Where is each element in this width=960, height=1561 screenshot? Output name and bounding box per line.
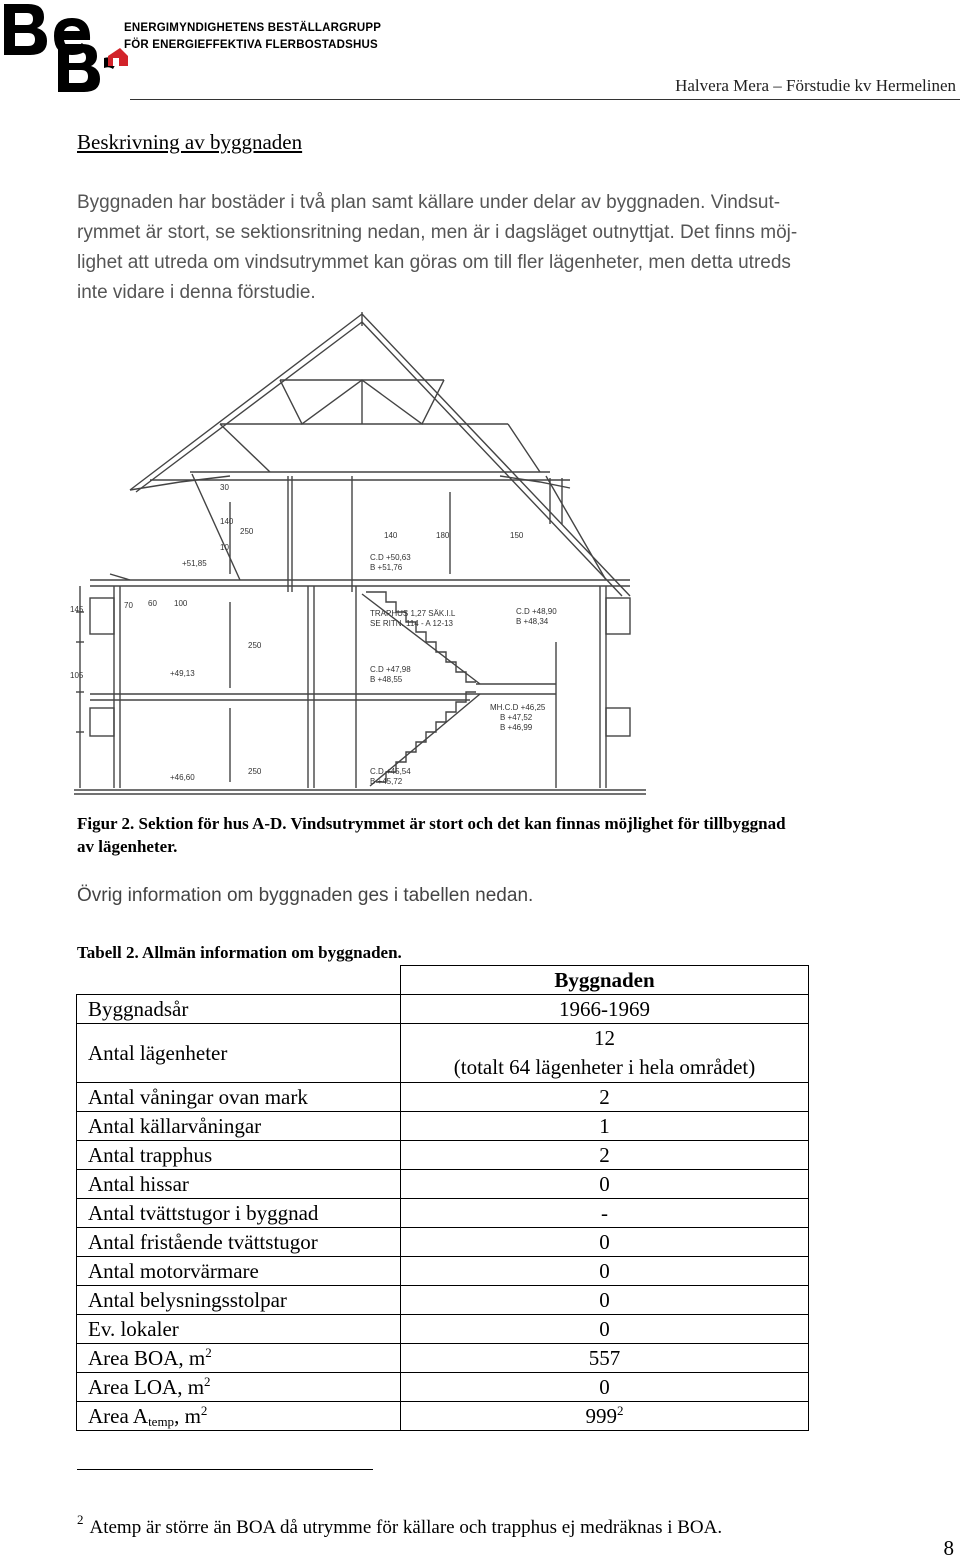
info-text: Övrig information om byggnaden ges i tabellen nedan.: [77, 885, 534, 906]
row-value: [401, 1402, 809, 1431]
table-header-row: [77, 966, 809, 995]
svg-text:MH.C.D +46,25: MH.C.D +46,25: [490, 703, 546, 712]
svg-text:+49,13: +49,13: [170, 669, 195, 678]
org-line-2: FÖR ENERGIEFFEKTIVA FLERBOSTADSHUS: [124, 39, 378, 51]
table-row: [77, 1228, 809, 1257]
row-value: 2: [401, 1141, 809, 1170]
value-line: (totalt 64 lägenheter i hela området): [453, 1055, 756, 1079]
section-heading: Beskrivning av byggnaden: [77, 130, 303, 154]
row-value: 2: [401, 1083, 809, 1112]
svg-text:B +51,76: B +51,76: [370, 563, 403, 572]
row-label: Antal fristående tvättstugor: [77, 1228, 401, 1257]
svg-text:B +47,52: B +47,52: [500, 713, 533, 722]
table-row: [77, 1199, 809, 1228]
running-header: Halvera Mera – Förstudie kv Hermelinen: [675, 76, 956, 95]
table-row: [77, 1402, 809, 1431]
row-label: Antal tvättstugor i byggnad: [77, 1199, 401, 1228]
value-line: 12: [594, 1026, 615, 1050]
row-value: [401, 1024, 809, 1083]
svg-text:250: 250: [248, 767, 262, 776]
row-value: 1966-1969: [401, 995, 809, 1024]
label-text: Area LOA, m: [88, 1374, 205, 1399]
svg-text:TRAPHUS 1,27 SÄK.I.L: TRAPHUS 1,27 SÄK.I.L: [370, 609, 456, 618]
table-row: [77, 1024, 809, 1083]
paragraph-line: rymmet är stort, se sektionsritning nedan, men är i dagsläget outnyttjat. Det finns möj-: [77, 222, 798, 243]
column-header: Byggnaden: [401, 966, 809, 995]
header-divider: [130, 99, 960, 100]
table-row: [77, 1344, 809, 1373]
row-value: 0: [401, 1257, 809, 1286]
svg-text:10: 10: [220, 543, 229, 552]
svg-text:250: 250: [248, 641, 262, 650]
svg-text:+51,85: +51,85: [182, 559, 207, 568]
svg-text:100: 100: [174, 599, 188, 608]
row-value: 0: [401, 1228, 809, 1257]
row-label: Antal belysningsstolpar: [77, 1286, 401, 1315]
bebo-logo: [0, 0, 130, 96]
svg-text:B +48,55: B +48,55: [370, 675, 403, 684]
table-row: [77, 1083, 809, 1112]
page-number: 8: [943, 1536, 954, 1560]
footnote-divider: [77, 1469, 373, 1470]
row-label: Antal motorvärmare: [77, 1257, 401, 1286]
row-value: 557: [401, 1344, 809, 1373]
label-text: Area A: [88, 1403, 149, 1428]
svg-text:B +46,99: B +46,99: [500, 723, 533, 732]
svg-text:140: 140: [220, 517, 234, 526]
subscript: temp: [148, 1413, 175, 1429]
table-row: [77, 995, 809, 1024]
value-text: 999: [585, 1403, 617, 1428]
table-caption: Tabell 2. Allmän information om byggnaden.: [77, 943, 402, 962]
row-value: 0: [401, 1170, 809, 1199]
organization-name: [124, 20, 381, 54]
section-drawing: [70, 312, 650, 810]
row-value: -: [401, 1199, 809, 1228]
row-value: 0: [401, 1373, 809, 1402]
svg-text:B +48,34: B +48,34: [516, 617, 549, 626]
figure-caption: [77, 812, 947, 858]
building-info-table: [76, 965, 809, 1431]
table-row: [77, 1257, 809, 1286]
row-label: [77, 1373, 401, 1402]
superscript: 2: [200, 1402, 208, 1418]
footnote-text: Atemp är större än BOA då utrymme för källare och trapphus ej medräknas i BOA.: [89, 1517, 723, 1538]
svg-text:C.D +47,98: C.D +47,98: [370, 665, 411, 674]
figure-caption-line: Figur 2. Sektion för hus A-D. Vindsutrymmet är stort och det kan finnas möjlighet för tillbyggnad: [77, 814, 786, 833]
row-label: [77, 1344, 401, 1373]
footnote: [77, 1512, 722, 1539]
paragraph-line: Byggnaden har bostäder i två plan samt källare under delar av byggnaden. Vindsut-: [77, 192, 781, 213]
org-line-1: ENERGIMYNDIGHETENS BESTÄLLARGRUPP: [124, 22, 382, 34]
table-corner-cell: [77, 966, 401, 995]
svg-text:B +45,72: B +45,72: [370, 777, 403, 786]
row-label: Ev. lokaler: [77, 1315, 401, 1344]
svg-text:70: 70: [124, 601, 133, 610]
footnote-reference: 2: [617, 1402, 624, 1418]
row-label: Byggnadsår: [77, 995, 401, 1024]
row-value: 0: [401, 1315, 809, 1344]
label-text: , m: [174, 1403, 201, 1428]
row-label: Antal hissar: [77, 1170, 401, 1199]
row-label: Antal trapphus: [77, 1141, 401, 1170]
table-row: [77, 1170, 809, 1199]
svg-text:105: 105: [70, 671, 84, 680]
figure-caption-line: av lägenheter.: [77, 837, 178, 856]
svg-text:C.D +50,63: C.D +50,63: [370, 553, 411, 562]
row-label: Antal lägenheter: [77, 1024, 401, 1083]
svg-text:SE RITN. 114 - A 12-13: SE RITN. 114 - A 12-13: [370, 619, 454, 628]
paragraph-line: inte vidare i denna förstudie.: [77, 282, 316, 303]
table-row: [77, 1286, 809, 1315]
footnote-mark: 2: [77, 1512, 84, 1527]
svg-text:140: 140: [384, 531, 398, 540]
superscript: 2: [204, 1373, 211, 1389]
row-label: Antal källarvåningar: [77, 1112, 401, 1141]
row-label: [77, 1402, 401, 1431]
svg-text:145: 145: [70, 605, 84, 614]
svg-text:250: 250: [240, 527, 254, 536]
row-value: 1: [401, 1112, 809, 1141]
svg-text:180: 180: [436, 531, 450, 540]
row-value: 0: [401, 1286, 809, 1315]
paragraph-line: lighet att utreda om vindsutrymmet kan göras om till fler lägenheter, men detta utreds: [77, 252, 791, 273]
body-paragraph: [77, 188, 937, 308]
table-row: [77, 1373, 809, 1402]
svg-text:60: 60: [148, 599, 157, 608]
table-row: [77, 1141, 809, 1170]
svg-text:150: 150: [510, 531, 524, 540]
table-row: [77, 1112, 809, 1141]
svg-text:30: 30: [220, 483, 229, 492]
superscript: 2: [205, 1344, 212, 1360]
row-label: Antal våningar ovan mark: [77, 1083, 401, 1112]
svg-text:C.D +48,90: C.D +48,90: [516, 607, 557, 616]
svg-text:+46,60: +46,60: [170, 773, 195, 782]
label-text: Area BOA, m: [88, 1345, 206, 1370]
svg-text:C.D +45,54: C.D +45,54: [370, 767, 411, 776]
table-row: [77, 1315, 809, 1344]
